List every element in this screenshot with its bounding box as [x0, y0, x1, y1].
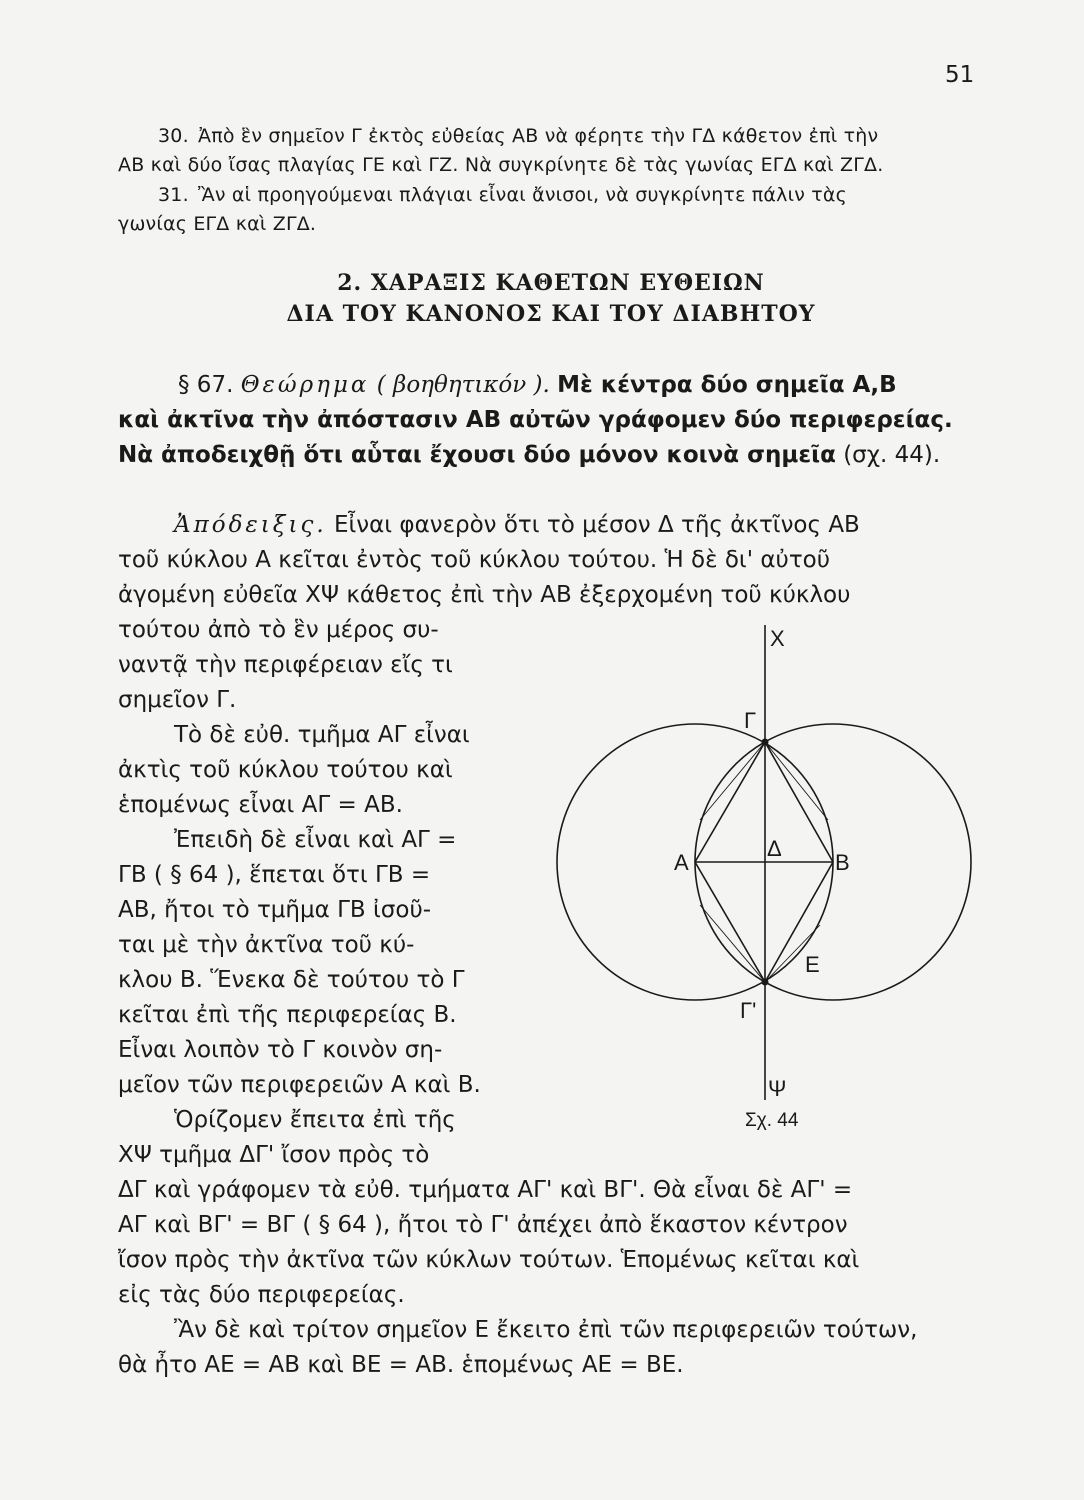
label-b: Β — [835, 850, 850, 875]
theorem-statement: καὶ ἀκτῖνα τὴν ἀπόστασιν ΑΒ αὐτῶν γράφομεν δύο περιφερείας. — [118, 407, 953, 433]
proof-line: Τὸ δὲ εὐθ. τμῆμα ΑΓ εἶναι — [174, 722, 470, 748]
proof-line: ΔΓ καὶ γράφομεν τὰ εὐθ. τμήματα ΑΓ' καὶ ΒΓ'. Θὰ εἶναι δὲ ΑΓ' = — [118, 1177, 853, 1203]
proof-line: θὰ ἦτο ΑΕ = ΑΒ καὶ ΒΕ = ΑΒ. ἑπομένως ΑΕ = ΒΕ. — [118, 1352, 684, 1378]
paragraph-number: § 67. — [178, 372, 234, 398]
exercise-text: Ἀπὸ ἓν σημεῖον Γ ἐκτὸς εὐθείας ΑΒ νὰ φέρητε τὴν ΓΔ κάθετον ἐπὶ τὴν — [198, 125, 879, 147]
proof-line — [118, 508, 860, 543]
segment-bg2 — [765, 862, 833, 982]
theorem-line1 — [118, 368, 980, 403]
theorem-line3 — [118, 438, 980, 473]
proof-line: Εἶναι λοιπὸν τὸ Γ κοινὸν ση- — [118, 1037, 443, 1063]
proof-line: ἀγομένη εὐθεῖα ΧΨ κάθετος ἐπὶ τὴν ΑΒ ἐξερχομένη τοῦ κύκλου — [118, 582, 851, 608]
point-g — [762, 739, 769, 746]
proof-line: κεῖται ἐπὶ τῆς περιφερείας Β. — [118, 1002, 457, 1028]
proof-line: ΓΒ ( § 64 ), ἕπεται ὅτι ΓΒ = — [118, 862, 431, 888]
proof-text: Εἶναι φανερὸν ὅτι τὸ μέσον Δ τῆς ἀκτῖνος ΑΒ — [333, 512, 860, 538]
figure-caption: Σχ. 44 — [745, 1110, 799, 1131]
theorem-statement: Νὰ ἀποδειχθῇ ὅτι αὗται ἔχουσι δύο μόνον κοινὰ σημεῖα — [118, 442, 836, 468]
theorem-statement: Μὲ κέντρα δύο σημεῖα Α,Β — [557, 372, 897, 398]
label-x: Χ — [770, 626, 785, 651]
segment-ag2 — [695, 862, 765, 982]
hatch-line — [700, 742, 765, 820]
proof-line: κλου Β. Ἕνεκα δὲ τούτου τὸ Γ — [118, 967, 465, 993]
segment-ag — [695, 742, 765, 862]
proof-line: τούτου ἀπὸ τὸ ἓν μέρος συ- — [118, 617, 439, 643]
point-g2 — [762, 979, 769, 986]
proof-line: Ὁρίζομεν ἔπειτα ἐπὶ τῆς — [174, 1107, 456, 1133]
proof-line: Ἂν δὲ καὶ τρίτον σημεῖον Ε ἔκειτο ἐπὶ τῶν περιφερειῶν τούτων, — [174, 1317, 918, 1343]
hatch-line — [700, 905, 765, 982]
proof-line: σημεῖον Γ. — [118, 687, 237, 713]
proof-line: ἴσον πρὸς τὴν ἀκτῖνα τῶν κύκλων τούτων. Ἑπομένως κεῖται καὶ — [118, 1247, 860, 1273]
exercise-31 — [118, 181, 976, 239]
proof-line: ΑΒ, ἤτοι τὸ τμῆμα ΓΒ ἰσοῦ- — [118, 897, 432, 923]
theorem-line2 — [118, 403, 980, 438]
figure-44 — [540, 620, 990, 1140]
section-title-line2: ΔΙΑ ΤΟΥ ΚΑΝΟΝΟΣ ΚΑΙ ΤΟΥ ΔΙΑΒΗΤΟΥ — [286, 301, 816, 327]
proof-line: ΑΓ καὶ ΒΓ' = ΒΓ ( § 64 ), ἤτοι τὸ Γ' ἀπέχει ἀπὸ ἕκαστον κέντρον — [118, 1212, 848, 1238]
label-g2: Γ' — [740, 998, 757, 1023]
hatch-line — [765, 742, 828, 820]
exercise-30 — [118, 122, 976, 180]
label-psi: Ψ — [768, 1076, 787, 1101]
proof-line: μεῖον τῶν περιφερειῶν Α καὶ Β. — [118, 1072, 481, 1098]
proof-line: εἰς τὰς δύο περιφερείας. — [118, 1282, 405, 1308]
exercise-text: Ἂν αἱ προηγούμεναι πλάγιαι εἶναι ἄνισοι, νὰ συγκρίνητε πάλιν τὰς — [198, 184, 847, 206]
proof-line: τοῦ κύκλου Α κεῖται ἐντὸς τοῦ κύκλου τούτου. Ἡ δὲ δι' αὐτοῦ — [118, 547, 831, 573]
theorem-qualifier: ( βοηθητικόν ). — [376, 372, 550, 398]
proof-line: ἀκτὶς τοῦ κύκλου τούτου καὶ — [118, 757, 453, 783]
label-d: Δ — [767, 836, 782, 861]
exercise-number: 30. — [158, 125, 189, 147]
label-e: Ε — [805, 952, 820, 977]
label-a: Α — [674, 850, 689, 875]
page-number: 51 — [945, 62, 975, 88]
proof-line: ται μὲ τὴν ἀκτῖνα τοῦ κύ- — [118, 932, 415, 958]
proof-line: ΧΨ τμῆμα ΔΓ' ἴσον πρὸς τὸ — [118, 1142, 430, 1168]
proof-line: ναντᾷ τὴν περιφέρειαν εἴς τι — [118, 652, 453, 678]
exercise-text: γωνίας ΕΓΔ καὶ ΖΓΔ. — [118, 213, 317, 235]
proof-line: Ἐπειδὴ δὲ εἶναι καὶ ΑΓ = — [174, 827, 457, 853]
figure-reference: (σχ. 44). — [843, 442, 941, 468]
label-g: Γ — [744, 708, 757, 733]
theorem-label: Θεώρημα — [240, 372, 370, 398]
proof-label: Ἀπόδειξις. — [174, 512, 327, 538]
section-title-line1: 2. ΧΑΡΑΞΙΣ ΚΑΘΕΤΩΝ ΕΥΘΕΙΩΝ — [337, 270, 765, 296]
proof-line: ἑπομένως εἶναι ΑΓ = ΑΒ. — [118, 792, 403, 818]
exercise-text: ΑΒ καὶ δύο ἴσας πλαγίας ΓΕ καὶ ΓΖ. Νὰ συγκρίνητε δὲ τὰς γωνίας ΕΓΔ καὶ ΖΓΔ. — [118, 154, 884, 176]
exercise-number: 31. — [158, 184, 189, 206]
